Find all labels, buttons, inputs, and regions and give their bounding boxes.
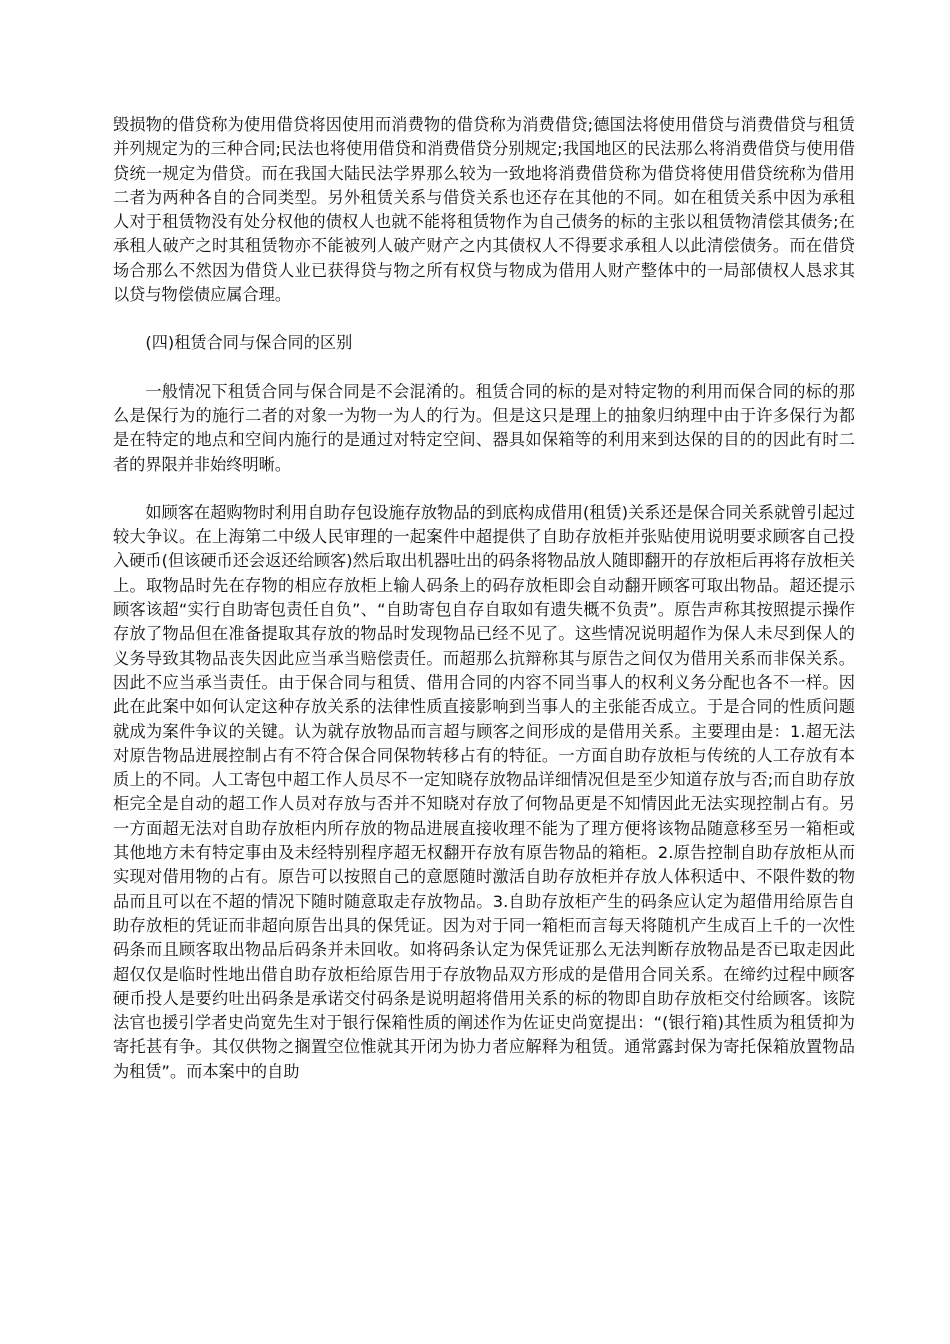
paragraph-supermarket-case: 如顾客在超购物时利用自助存包设施存放物品的到底构成借用(租赁)关系还是保合同关系就曾引起过较大争议。在上海第二中级人民审理的一起案件中超提供了自助存放柜并张贴使用说明要求顾客自己投入硬币(但该硬币还会返还给顾客)然后取出机器吐出的码条将物品放人随即翻开的存放柜后再将存放柜关上。取物品时先在存物的相应存放柜上输人码条上的码存放柜即会自动翻开顾客可取出物品。超还提示顾客该超“实行自助寄包责任自负”、“自助寄包自存自取如有遗失概不负责”。原告声称其按照提示操作存放了物品但在准备提取其存放的物品时发现物品已经不见了。这些情况说明超作为保人未尽到保人的义务导致其物品丧失因此应当承当赔偿责任。而超那么抗辩称其与原告之间仅为借用关系而非保关系。因此不应当承当责任。由于保合同与租赁、借用合同的内容不同当事人的权利义务分配也各不一样。因此在此案中如何认定这种存放关系的法律性质直接影响到当事人的主张能否成立。于是合同的性质问题就成为案件争议的关键。认为就存放物品而言超与顾客之间形成的是借用关系。主要理由是：1.超无法对原告物品进展控制占有不符合保合同保物转移占有的特征。一方面自助存放柜与传统的人工存放有本质上的不同。人工寄包中超工作人员尽不一定知晓存放物品详细情况但是至少知道存放与否;而自助存放柜完全是自动的超工作人员对存放与否并不知晓对存放了何物品更是不知情因此无法实现控制占有。另一方面超无法对自助存放柜内所存放的物品进展直接收理不能为了理方便将该物品随意移至另一箱柜或其他地方未有特定事由及未经特别程序超无权翻开存放有原告物品的箱柜。2.原告控制自助存放柜从而实现对借用物的占有。原告可以按照自己的意愿随时激活自助存放柜并存放人体积适中、不限件数的物品而且可以在不超的情况下随时随意取走存放物品。3.自助存放柜产生的码条应认定为超借用给原告自助存放柜的凭证而非超向原告出具的保凭证。因为对于同一箱柜而言每天将随机产生成百上千的一次性码条而且顾客取出物品后码条并未回收。如将码条认定为保凭证那么无法判断存放物品是否已取走因此超仅仅是临时性地出借自助存放柜给原告用于存放物品双方形成的是借用合同关系。在缔约过程中顾客硬币投人是要约吐出码条是承诺交付码条是说明超将借用关系的标的物即自助存放柜交付给顾客。该院法官也援引学者史尚宽先生对于银行保箱性质的阐述作为佐证史尚宽提出：“(银行箱)其性质为租赁抑为寄托甚有争。其仅供物之搁置空位惟就其开闭为协力者应解释为租赁。通常露封保为寄托保箱放置物品为租赁”。而本案中的自助: [113, 502, 855, 1081]
document-page: [113, 113, 855, 1084]
paragraph-loan-vs-lease: 毁损物的借贷称为使用借贷将因使用而消费物的借贷称为消费借贷;德国法将使用借贷与消费借贷与租赁并列规定为的三种合同;民法也将使用借贷和消费借贷分别规定;我国地区的民法那么将消费借贷与使用借贷统一规定为借贷。而在我国大陆民法学界那么较为一致地将消费借贷称为借贷将使用借贷统称为借用二者为两种各自的合同类型。另外租赁关系与借贷关系也还存在其他的不同。如在租赁关系中因为承租人对于租赁物没有处分权他的债权人也就不能将租赁物作为自己债务的标的主张以租赁物清偿其债务;在承租人破产之时其租赁物亦不能被列人破产财产之内其债权人不得要求承租人以此清偿债务。而在借贷场合那么不然因为借贷人业已获得贷与物之所有权贷与物成为借用人财产整体中的一局部债权人恳求其以贷与物偿债应属合理。: [113, 115, 855, 305]
section-heading: (四)租赁合同与保合同的区别: [145, 333, 353, 353]
paragraph-lease-vs-custody: 一般情况下租赁合同与保合同是不会混淆的。租赁合同的标的是对特定物的利用而保合同的标的那么是保行为的施行二者的对象一为物一为人的行为。但是这只是理上的抽象归纳理中由于许多保行为都是在特定的地点和空间内施行的是通过对特定空间、器具如保箱等的利用来到达保的目的的因此有时二者的界限并非始终明晰。: [113, 381, 855, 474]
